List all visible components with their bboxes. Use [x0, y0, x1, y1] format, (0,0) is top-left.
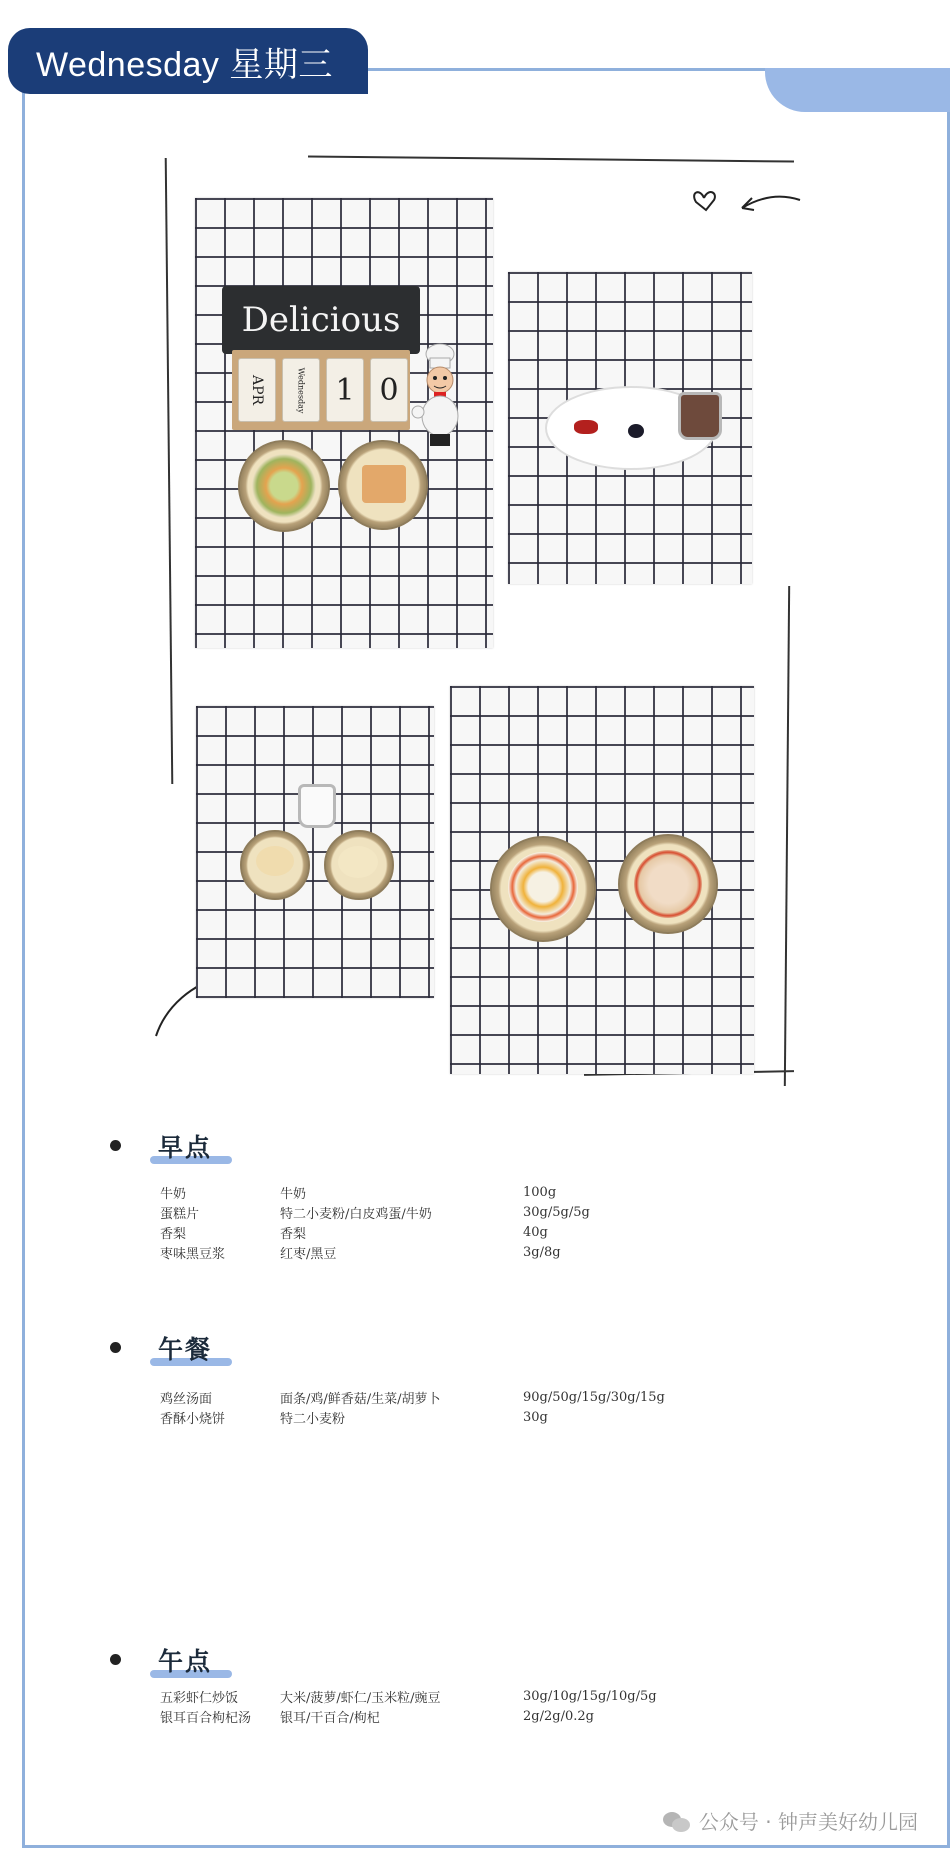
- section-bullet: [110, 1140, 121, 1151]
- menu-row: [160, 1242, 723, 1262]
- section-title: 早点: [158, 1133, 213, 1162]
- ingredients: 特二小麦粉/白皮鸡蛋/牛奶: [280, 1206, 432, 1222]
- calendar-tile-weekday: [282, 358, 320, 422]
- amount: 2g/2g/0.2g: [523, 1708, 594, 1724]
- amount: 40g: [523, 1224, 548, 1240]
- soy-milk-cup: [678, 392, 722, 440]
- calendar-month: APR: [248, 374, 265, 406]
- dish-name: 香梨: [160, 1226, 187, 1242]
- ingredients: 大米/菠萝/虾仁/玉米粒/豌豆: [280, 1690, 441, 1706]
- lily-soup: [634, 850, 702, 918]
- chalkboard-sign: [222, 286, 420, 354]
- amount: 100g: [523, 1184, 557, 1200]
- menu-row: [160, 1222, 723, 1242]
- ingredients: 香梨: [280, 1226, 307, 1242]
- day-title: Wednesday 星期三: [36, 45, 333, 84]
- cake-slice: [362, 465, 406, 503]
- dish-name: 蛋糕片: [160, 1206, 200, 1222]
- amount: 30g/10g/15g/10g/5g: [523, 1688, 657, 1704]
- bread-roll-right: [338, 846, 378, 878]
- dish-name: 银耳百合枸杞汤: [160, 1710, 252, 1726]
- ingredients: 银耳/干百合/枸杞: [280, 1710, 380, 1726]
- menu-table: [160, 1387, 723, 1427]
- menu-table: [160, 1686, 723, 1726]
- amount: 30g: [523, 1409, 548, 1425]
- menu-row: [160, 1202, 723, 1222]
- calendar-weekday: Wednesday: [296, 367, 306, 413]
- account-name: 公众号 · 钟声美好幼儿园: [698, 1810, 918, 1834]
- amount: 30g/5g/5g: [523, 1204, 590, 1220]
- calendar-tile-digit-2: [370, 358, 408, 422]
- fried-rice: [508, 852, 578, 922]
- chef-figurine-icon: [406, 340, 470, 452]
- photo-lunch-bread: [196, 706, 434, 998]
- calendar-digit-1: 1: [335, 372, 355, 408]
- corner-accent-bar: [765, 68, 950, 112]
- menu-row: [160, 1182, 723, 1202]
- dish-name: 牛奶: [160, 1186, 187, 1202]
- bread-roll-left: [256, 846, 294, 876]
- dish-name: 鸡丝汤面: [160, 1391, 213, 1407]
- day-title-tab: [8, 28, 368, 94]
- ingredients: 红枣/黑豆: [280, 1246, 337, 1262]
- pear-salad: [252, 454, 316, 518]
- section-title: 午餐: [158, 1335, 213, 1364]
- milk-cup: [298, 784, 336, 828]
- calendar-tile-digit-1: [326, 358, 364, 422]
- dish-name: 枣味黑豆浆: [160, 1246, 226, 1262]
- heart-doodle-icon: [690, 186, 810, 220]
- dish-name: 五彩虾仁炒饭: [160, 1690, 239, 1706]
- dish-name: 香酥小烧饼: [160, 1411, 226, 1427]
- menu-table: [160, 1182, 723, 1262]
- ingredients: 面条/鸡/鲜香菇/生菜/胡萝卜: [280, 1391, 441, 1407]
- calendar-tile-month: [238, 358, 276, 422]
- black-beans: [628, 424, 644, 438]
- calendar-digit-2: 0: [379, 372, 399, 408]
- menu-row: [160, 1407, 723, 1427]
- red-dates: [574, 420, 598, 434]
- ingredients: 牛奶: [280, 1186, 307, 1202]
- wechat-icon: [663, 1810, 691, 1832]
- menu-row: [160, 1387, 723, 1407]
- section-bullet: [110, 1654, 121, 1665]
- chalkboard-text: Delicious: [241, 300, 401, 340]
- section-bullet: [110, 1342, 121, 1353]
- ingredients: 特二小麦粉: [280, 1411, 346, 1427]
- menu-row: [160, 1686, 723, 1706]
- menu-row: [160, 1706, 723, 1726]
- amount: 90g/50g/15g/30g/15g: [523, 1389, 665, 1405]
- account-watermark: [663, 1806, 918, 1835]
- section-title: 午点: [158, 1647, 213, 1676]
- amount: 3g/8g: [523, 1244, 561, 1260]
